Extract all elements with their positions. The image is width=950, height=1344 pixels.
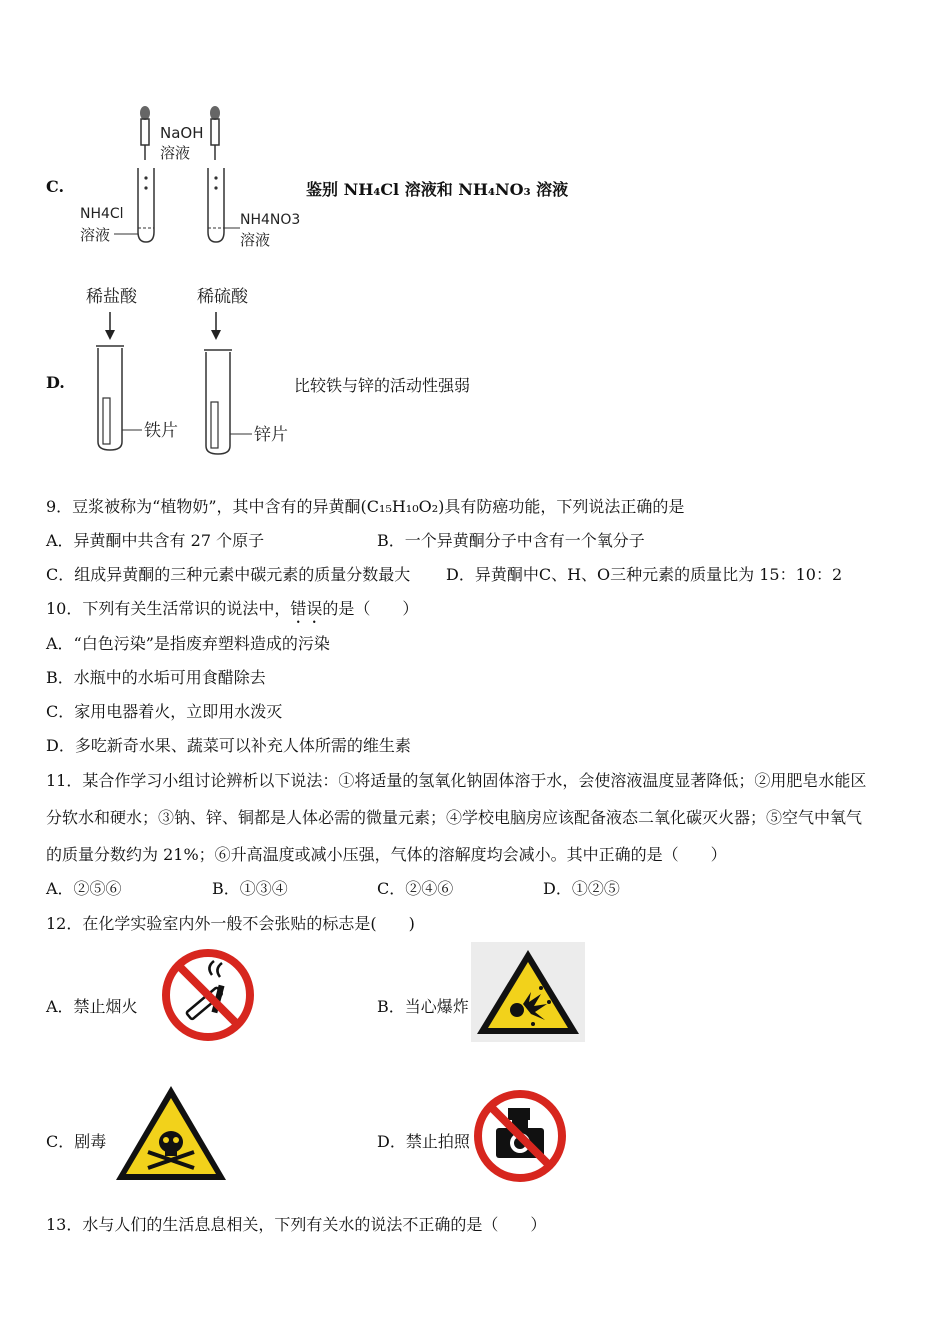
tube-reagent-label: NH4NO3 (240, 212, 301, 228)
question-9-stem: 9．豆浆被称为“植物奶”，其中含有的异黄酮(C₁₅H₁₀O₂)具有防癌功能，下列说法正确的是 (46, 497, 685, 516)
test-tube-icon (208, 168, 224, 242)
acid-label: 稀硫酸 (197, 287, 248, 307)
q9-option-b: B．一个异黄酮分子中含有一个氧分子 (377, 531, 645, 550)
q11-option-c: C．②④⑥ (377, 879, 454, 898)
q10-stem-emphasis: 错误 (290, 599, 323, 618)
arrow-down-icon (211, 312, 221, 340)
option-c-letter: C. (46, 177, 65, 196)
q12-option-a: A．禁止烟火 (46, 997, 138, 1016)
no-smoking-sign-icon (160, 947, 256, 1043)
question-11-line: 分软水和硬水；③钠、锌、铜都是人体必需的微量元素；④学校电脑房应该配备液态二氧化碳灭火器；⑤空气中氧气 (46, 808, 863, 827)
arrow-down-icon (105, 312, 115, 340)
q10-option-d: D．多吃新奇水果、蔬菜可以补充人体所需的维生素 (46, 736, 411, 755)
q9-option-d: D．异黄酮中C、H、O三种元素的质量比为 15：10：2 (446, 565, 843, 584)
dropper-reagent-label: NaOH (160, 124, 204, 142)
q10-stem-post: 的是（ ） (322, 599, 419, 618)
metal-label: 铁片 (144, 421, 178, 441)
q11-option-b: B．①③④ (212, 879, 288, 898)
tube-reagent-sub: 溶液 (80, 226, 111, 244)
option-c-description: 鉴别 NH₄Cl 溶液和 NH₄NO₃ 溶液 (306, 180, 569, 199)
question-10-stem (46, 596, 418, 627)
q9-option-a: A．异黄酮中共含有 27 个原子 (46, 531, 265, 550)
tube-reagent-label: NH4Cl (80, 206, 124, 222)
q12-option-d: D．禁止拍照 (377, 1132, 470, 1151)
dropper-reagent-sub: 溶液 (160, 144, 191, 162)
q12-option-c: C．剧毒 (46, 1132, 107, 1151)
q11-option-a: A．②⑤⑥ (46, 879, 122, 898)
question-12-stem: 12．在化学实验室内外一般不会张贴的标志是( ) (46, 914, 415, 933)
tube-reagent-sub: 溶液 (240, 231, 271, 249)
q10-option-b: B．水瓶中的水垢可用食醋除去 (46, 668, 266, 687)
q12-option-b: B．当心爆炸 (377, 997, 469, 1016)
option-d-description: 比较铁与锌的活动性强弱 (294, 376, 471, 395)
metal-label: 锌片 (254, 425, 288, 445)
acid-label: 稀盐酸 (86, 287, 137, 307)
dropper-icon (210, 106, 220, 160)
metal-acid-figure (80, 282, 300, 462)
explosion-warning-sign-icon (471, 942, 585, 1042)
q10-stem-pre: 10．下列有关生活常识的说法中， (46, 599, 291, 618)
q11-option-d: D．①②⑤ (543, 879, 620, 898)
naoh-test-figure (74, 100, 314, 255)
test-tube-icon (138, 168, 154, 242)
q10-option-c: C．家用电器着火，立即用水泼灭 (46, 702, 283, 721)
toxic-warning-sign-icon (112, 1082, 230, 1184)
test-tube-icon (96, 346, 124, 450)
question-11-line: 的质量分数约为 21%；⑥升高温度或减小压强，气体的溶解度均会减小。其中正确的是（ ） (46, 845, 727, 864)
q10-option-a: A．“白色污染”是指废弃塑料造成的污染 (46, 634, 330, 653)
no-photography-sign-icon (472, 1088, 568, 1184)
question-11-line: 11．某合作学习小组讨论辨析以下说法：①将适量的氢氧化钠固体溶于水，会使溶液温度显著降低；②用肥皂水能区 (46, 771, 867, 790)
question-13-stem: 13．水与人们的生活息息相关，下列有关水的说法不正确的是（ ） (46, 1215, 547, 1234)
dropper-icon (140, 106, 150, 160)
option-d-letter: D. (46, 373, 65, 392)
q9-option-c: C．组成异黄酮的三种元素中碳元素的质量分数最大 (46, 565, 411, 584)
test-tube-icon (204, 350, 232, 454)
